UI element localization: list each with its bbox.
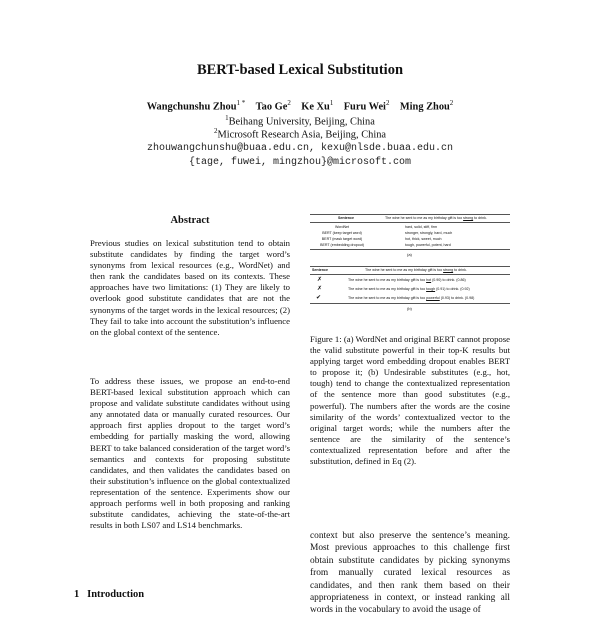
sentence-text: The wine he sent to me as my birthday gift is too bbox=[348, 287, 426, 291]
table-row-sentence bbox=[348, 287, 470, 291]
table-row-value: tough, powerful, potent, hard bbox=[405, 243, 451, 247]
table-rule bbox=[310, 249, 510, 250]
author-list bbox=[0, 99, 600, 112]
similarity-scores: (0.91) to drink. (0.92) bbox=[436, 287, 470, 291]
author-mark: 1 bbox=[329, 99, 334, 107]
table-rule bbox=[310, 274, 510, 275]
section-title: Introduction bbox=[87, 589, 145, 600]
figure-1 bbox=[310, 214, 510, 326]
affiliation-text: Beihang University, Beijing, China bbox=[228, 116, 375, 128]
author-name: Furu Wei bbox=[343, 101, 386, 113]
similarity-scores: (0.93) to drink. (0.98) bbox=[440, 296, 475, 300]
affiliation-mark: 1 bbox=[225, 114, 229, 122]
table-rule bbox=[310, 222, 510, 223]
sentence-text: The wine he sent to me as my birthday gift is too bbox=[365, 268, 443, 272]
email-line: zhouwangchunshu@buaa.edu.cn, kexu@nlsde.buaa.edu.cn bbox=[146, 143, 454, 154]
table-header-label: Sentence bbox=[338, 216, 354, 220]
author-mark: 1 * bbox=[236, 99, 246, 107]
sentence-text: The wine he sent to me as my birthday gift is too bbox=[385, 216, 463, 220]
table-row-label: BERT (mask target word) bbox=[321, 237, 363, 241]
affiliation-mark: 2 bbox=[213, 127, 218, 135]
affiliation bbox=[0, 127, 600, 140]
table-rule bbox=[310, 214, 510, 215]
table-row-label: BERT (embedding dropout) bbox=[320, 243, 364, 247]
table-row-sentence bbox=[348, 296, 474, 300]
table-rule bbox=[310, 303, 510, 304]
author-mark: 2 bbox=[385, 99, 390, 107]
paper-title: BERT-based Lexical Substitution bbox=[196, 62, 404, 78]
target-word: strong bbox=[443, 268, 454, 272]
subfigure-caption: (a) bbox=[407, 252, 412, 257]
sentence-text: The wine he sent to me as my birthday gift is too bbox=[348, 278, 426, 282]
table-header-sentence bbox=[365, 268, 467, 272]
table-row-value: stronger, strongly, hard, much bbox=[405, 231, 453, 235]
author-name: Ke Xu bbox=[301, 101, 330, 113]
affiliation-text: Microsoft Research Asia, Beijing, China bbox=[217, 129, 387, 141]
cross-icon: ✗ bbox=[317, 286, 323, 292]
table-header-label: Sentence bbox=[312, 268, 328, 272]
body-paragraph: context but also preserve the sentence’s meaning. Most previous approaches to this challenge first obtain substitute candidates by picking synonyms from manually curated lexical resources as candidates, and then rank them based on their appropriateness in context, or instead ranking all words in the vocabulary to avoid the usage of bbox=[310, 531, 510, 616]
table-header-sentence bbox=[385, 216, 487, 220]
sentence-text: The wine he sent to me as my birthday gift is too bbox=[348, 296, 426, 300]
figure-caption: Figure 1: (a) WordNet and original BERT cannot propose the valid substitute powerful in their top-K results but applying target word embedding dropout enables BERT to propose it; (b) Undesirable substitutes (e.g., hot, tough) tend to change the contextualized representation of the sentence more than good substitutes (e.g., powerful). The numbers after the words are the cosine similarity of the words’ contextualized vector to the original target words; while the numbers after the sentence are the similarity of the sentence’s contextualized representation before and after the substitution, defined in Eq (2). bbox=[310, 334, 510, 467]
cross-icon: ✗ bbox=[317, 277, 323, 283]
subfigure-caption: (b) bbox=[407, 306, 412, 311]
sentence-end: to drink. bbox=[474, 216, 487, 220]
abstract-heading: Abstract bbox=[170, 215, 210, 226]
check-icon: ✔ bbox=[316, 295, 322, 301]
table-row-sentence bbox=[348, 278, 466, 282]
email-line: {tage, fuwei, mingzhou}@microsoft.com bbox=[188, 157, 412, 168]
target-word: strong bbox=[463, 216, 474, 220]
similarity-scores: (0.90) to drink. (0.86) bbox=[432, 278, 466, 282]
author-mark: 2 bbox=[449, 99, 454, 107]
substitute-word: tough bbox=[426, 287, 436, 291]
author-name: Wangchunshu Zhou bbox=[146, 101, 237, 113]
substitute-word: hot bbox=[426, 278, 432, 282]
author-name: Ming Zhou bbox=[399, 101, 450, 113]
table-row-label: BERT (keep target word) bbox=[322, 231, 362, 235]
table-row-value: hot, thick, sweet, much bbox=[405, 237, 442, 241]
sentence-end: to drink. bbox=[454, 268, 467, 272]
author-name: Tao Ge bbox=[255, 101, 288, 113]
substitute-word: powerful bbox=[426, 296, 440, 300]
author-mark: 2 bbox=[287, 99, 291, 107]
abstract-paragraph: Previous studies on lexical substitution tend to obtain substitute candidates by finding the target word’s synonyms from lexical resources (e.g., WordNet) and then rank the candidates based on its contexts. These approaches have two limitations: (1) They are likely to overlook good substitute candidates that are not the synonyms of the target words in the lexical resources; (2) They fail to take into account the substitution’s influence on the global context of the sentence. bbox=[90, 238, 290, 337]
table-rule bbox=[310, 266, 510, 267]
affiliation bbox=[0, 114, 600, 127]
abstract-paragraph: To address these issues, we propose an end-to-end BERT-based lexical substitution approach which can propose and validate substitute candidates without using any annotated data or manually curated resources. Our approach first applies dropout to the target word’s embedding for partially masking the word, allowing BERT to take balanced consideration of the target word’s semantics and contexts for proposing substitute candidates, and then validates the candidates based on their substitution’s influence on the global contextualized representation of the sentence. Experiments show our approach performs well in both proposing and ranking substitute candidates, achieving the state-of-the-art results in both LS07 and LS14 benchmarks. bbox=[90, 376, 290, 531]
section-number: 1 bbox=[74, 589, 80, 600]
section-heading bbox=[74, 589, 144, 600]
table-row-value: hard, solid, stiff, firm bbox=[405, 225, 438, 229]
table-row-label: WordNet bbox=[334, 225, 350, 229]
